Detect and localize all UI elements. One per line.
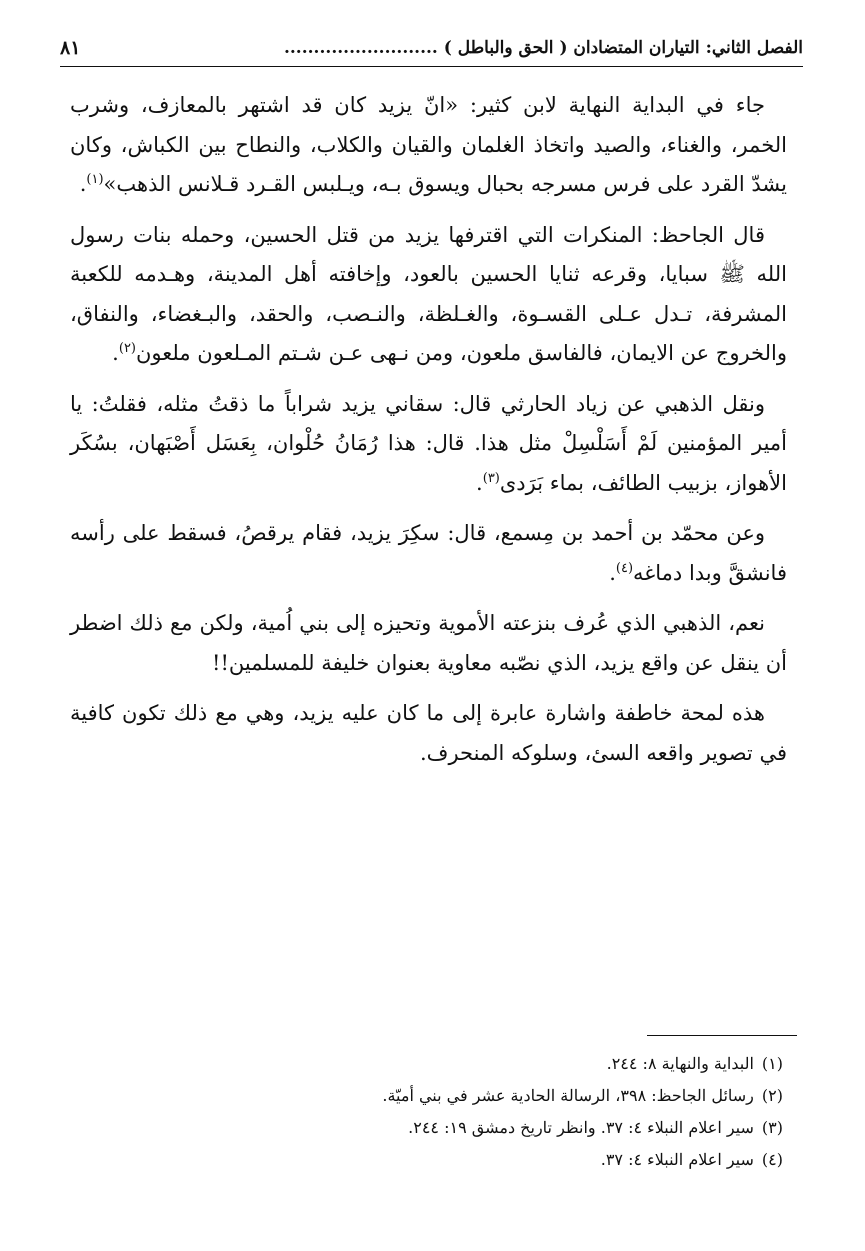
footnote-text: رسائل الجاحظ: ٣٩٨، الرسالة الحادية عشر في بني أميّة. — [382, 1086, 754, 1105]
footnote-text: سير اعلام النبلاء ٤: ٣٧. — [600, 1150, 754, 1169]
footnote-item — [80, 1112, 783, 1144]
footnote-number: (٤) — [761, 1150, 783, 1169]
footnote-item — [80, 1144, 783, 1176]
footnote-item — [80, 1048, 783, 1080]
running-title: الفصل الثاني: التياران المتضادان ( الحق والباطل ) .......................... — [283, 38, 803, 58]
footnote-number: (٣) — [761, 1118, 783, 1137]
footnote-text: سير اعلام النبلاء ٤: ٣٧. وانظر تاريخ دمشق ١٩: ٢٤٤. — [408, 1118, 754, 1137]
paragraph-1: جاء في البداية النهاية لابن كثير: «انّ يزيد كان قد اشتهر بالمعازف، وشرب الخمر، والغناء، والصيد واتخاذ الغلمان والقيان والكلاب، والنطاح بين الكباش، وكان يشدّ القرد على فرس مسرجه بحبال ويسوق بـه، ويـلبس القـرد قـلانس الذهب»$^{(١)}$. — [70, 93, 787, 196]
footnote-divider — [647, 1035, 797, 1036]
footnote-ref: (٢) — [118, 341, 136, 356]
footnote-ref: (٣) — [482, 470, 500, 486]
footnote-number: (١) — [761, 1054, 783, 1073]
paragraph-4: وعن محمّد بن أحمد بن مِسمع، قال: سكِرَ يزيد، فقام يرقصُ، فسقط على رأسه فانشقَّ وبدا دماغه$^{(٤)}$. — [70, 521, 787, 585]
footnote-text: البداية والنهاية ٨: ٢٤٤. — [606, 1054, 754, 1073]
body-text — [70, 86, 787, 784]
page-number: ٨١ — [60, 37, 81, 59]
footnote-ref: (١) — [86, 172, 104, 187]
paragraph-5: نعم، الذهبي الذي عُرف بنزعته الأموية وتحيزه إلى بني اُمية، ولكن مع ذلك اضطر أن ينقل عن واقع يزيد، الذي نصّبه معاوية بعنوان خليفة للمسلمين!! — [70, 611, 787, 675]
page-header — [60, 30, 803, 67]
footnote-ref: (٤) — [615, 560, 634, 576]
paragraph-6: هذه لمحة خاطفة واشارة عابرة إلى ما كان عليه يزيد، وهي مع ذلك تكون كافية في تصوير واقعه السئ، وسلوكه المنحرف. — [70, 701, 787, 765]
paragraph-2: قال الجاحظ: المنكرات التي اقترفها يزيد من قتل الحسين، وحمله بنات رسول الله ﷺ سبايا، وقرعه ثنايا الحسين بالعود، وإخافته أهل المدينة، وهـدمه للكعبة المشرفة، تـدل عـلى القسـوة، والغـلظة، والنـصب، والحقد، والبـغضاء، والنفاق، والخروج عن الايمان، فالفاسق ملعون، ومن نـهى عـن شـتم المـلعون ملعون$^{(٢)}$. — [70, 222, 787, 365]
footnotes — [80, 1048, 783, 1176]
footnote-item — [80, 1080, 783, 1112]
footnote-number: (٢) — [761, 1086, 783, 1105]
paragraph-3: ونقل الذهبي عن زياد الحارثي قال: سقاني يزيد شراباً ما ذقتُ مثله، فقلتُ: يا أمير المؤمنين لَمْ أَسَلْسِلْ مثل هذا. قال: هذا رُمَانُ حُلْوان، بِعَسَل أَصْبَهان، بسُكَر الأهواز، بزبيب الطائف، بماء بَرَدى$^{(٣)}$. — [70, 391, 787, 495]
